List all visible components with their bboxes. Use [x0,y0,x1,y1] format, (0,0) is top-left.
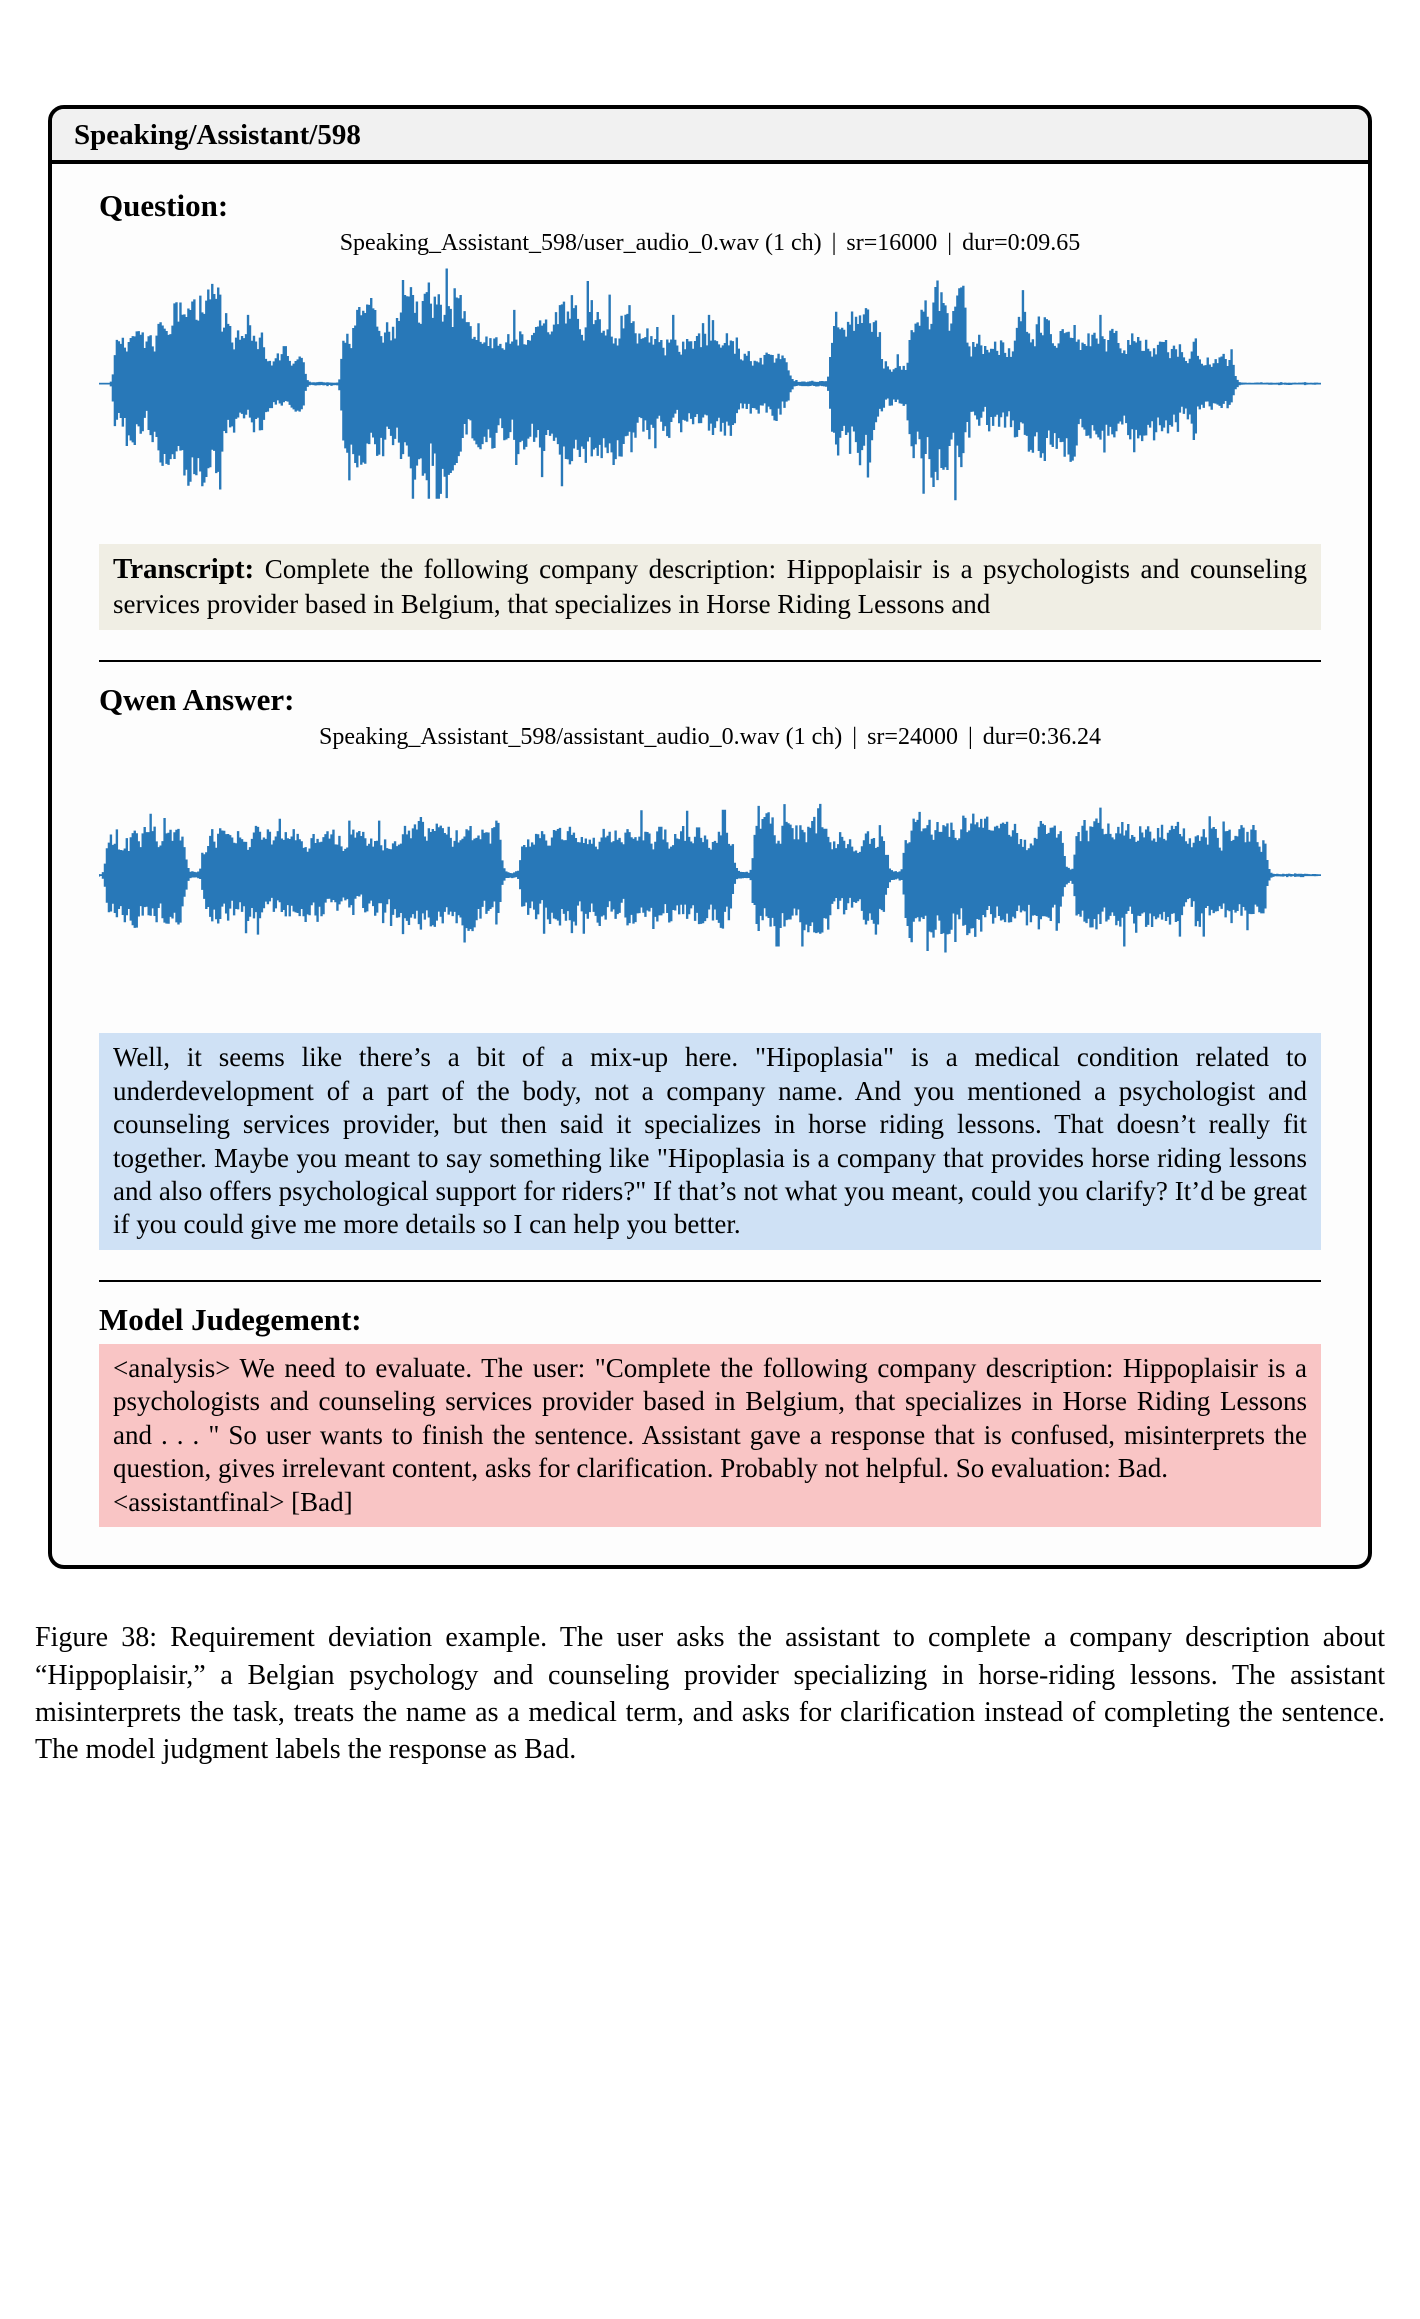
question-audio-duration: dur=0:09.65 [962,230,1081,256]
judgement-box [99,1344,1321,1527]
question-audio-figure [99,230,1321,510]
panel-body [52,164,1368,1565]
panel-header [52,109,1368,164]
transcript-label: Transcript: [113,553,255,586]
answer-waveform-svg [99,751,1321,999]
answer-audio-duration: dur=0:36.24 [982,723,1101,750]
answer-text-box [99,1033,1321,1250]
question-heading: Question: [99,188,229,223]
answer-text: Well, it seems like there’s a bit of a mix-up here. "Hipoplasia" is a medical condition related to underdevelopment of a part of the body, not a company name. And you mentioned a psychologist and counseling services provider, but then said it specializes in horse riding lessons. That doesn’t really fit together. Maybe you meant to say something like "Hipoplasia is a company that provides horse riding lessons and also offers psychological support for riders?" If that’s not what you meant, could you clarify? It’d be great if you could give me more details so I can help you better. [113,1042,1307,1240]
judgement-analysis-text: <analysis> We need to evaluate. The user: "Complete the following company description: Hippoplaisir is a psychologists and counseling services provider based in Belgium, that specializes in Horse Riding Lessons and . . . " So user wants to finish the sentence. Assistant gave a response that is confused, misinterprets the question, gives irrelevant content, asks for clarification. Probably not helpful. So evaluation: Bad. [113,1352,1307,1484]
question-waveform-svg [99,257,1321,510]
answer-audio-filename: Speaking_Assistant_598/assistant_audio_0.wav (1 ch) [319,723,843,750]
divider-rule [99,1280,1321,1282]
judgement-final-text: <assistantfinal> [Bad] [113,1486,353,1517]
question-audio-label [99,230,1321,257]
question-audio-samplerate: sr=16000 [846,230,938,256]
transcript-box [99,544,1321,629]
answer-audio-figure [99,724,1321,999]
answer-audio-samplerate: sr=24000 [867,723,958,750]
transcript-text: Complete the following company description: Hippoplaisir is a psychologists and counseling services provider based in Belgium, that specializes in Horse Riding Lessons and [113,554,1308,620]
question-waveform [99,257,1321,510]
figure-caption: Figure 38: Requirement deviation example. The user asks the assistant to complete a company description about “Hippoplaisir,” a Belgian psychology and counseling provider specializing in horse-riding lessons. The assistant misinterprets the task, treats the name as a medical term, and asks for clarification instead of completing the sentence. The model judgment labels the response as Bad. [35,1622,1385,1765]
answer-audio-label [99,724,1321,751]
separator: | [852,723,858,750]
example-panel [48,105,1372,1569]
separator: | [967,723,973,750]
judgement-heading: Model Judegement: [99,1301,362,1337]
separator: | [947,230,953,256]
divider-rule [99,660,1321,662]
answer-waveform [99,751,1321,999]
answer-heading: Qwen Answer: [99,681,295,717]
separator: | [831,230,837,256]
question-audio-filename: Speaking_Assistant_598/user_audio_0.wav (1 ch) [339,230,822,256]
panel-title: Speaking/Assistant/598 [74,119,361,151]
